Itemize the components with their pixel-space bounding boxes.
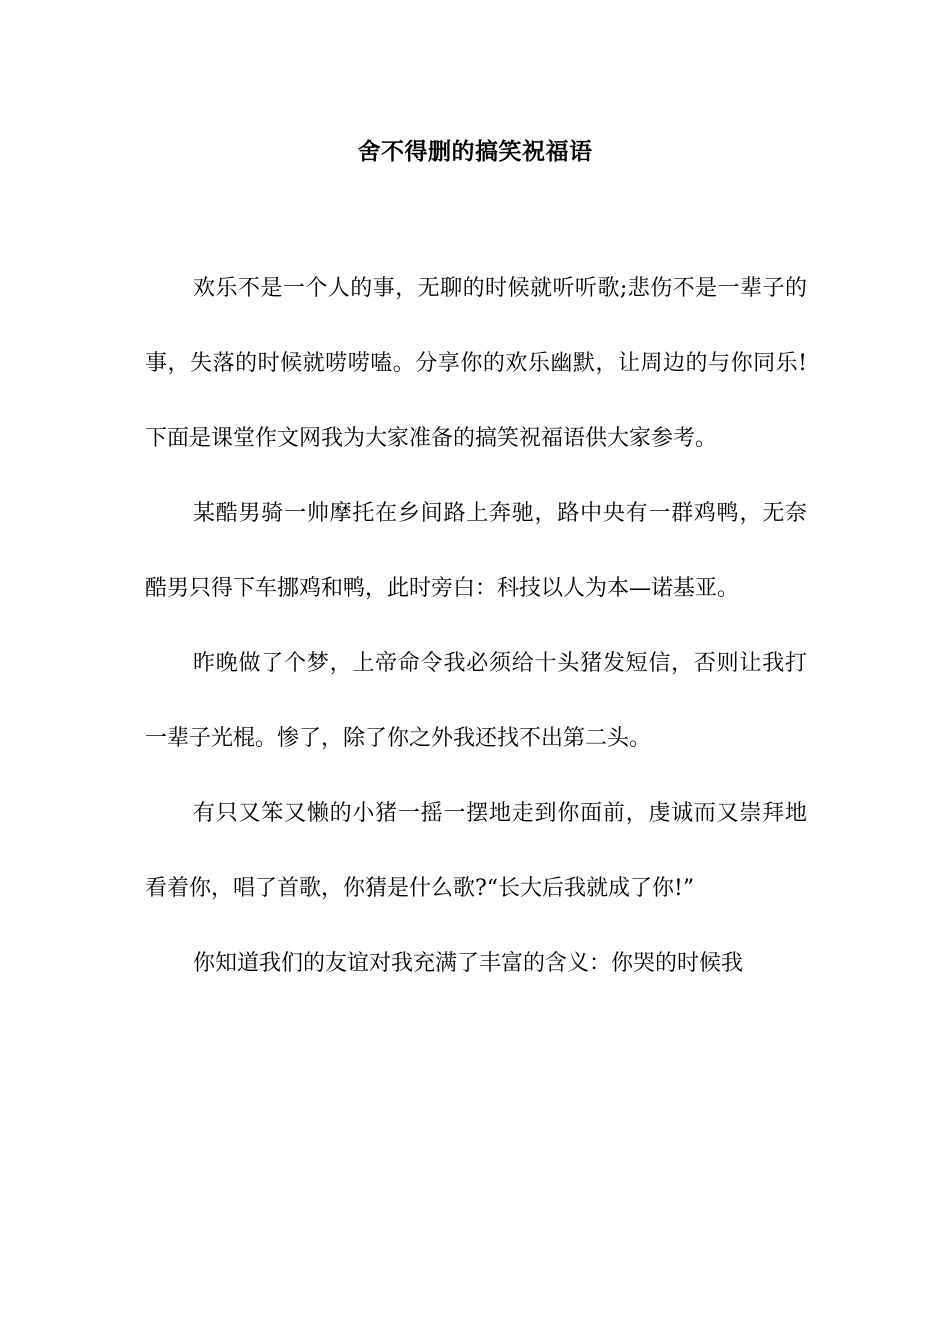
- paragraph-intro: 欢乐不是一个人的事，无聊的时候就听听歌;悲伤不是一辈子的事，失落的时候就唠唠嗑。分享你的欢乐幽默，让周边的与你同乐!下面是课堂作文网我为大家准备的搞笑祝福语供大家参考。: [145, 276, 807, 451]
- paragraph-joke-motorcycle: 某酷男骑一帅摩托在乡间路上奔驰，路中央有一群鸡鸭，无奈酷男只得下车挪鸡和鸭，此时旁白：科技以人为本—诺基亚。: [145, 501, 807, 601]
- document-body: [145, 251, 807, 1001]
- paragraph-friendship: 你知道我们的友谊对我充满了丰富的含义：你哭的时候我: [193, 951, 744, 976]
- paragraph-joke-piglet: 有只又笨又懒的小猪一摇一摆地走到你面前，虔诚而又崇拜地看着你，唱了首歌，你猜是什么歌?“长大后我就成了你!”: [145, 801, 807, 901]
- paragraph-joke-dream: 昨晚做了个梦，上帝命令我必须给十头猪发短信，否则让我打一辈子光棍。惨了，除了你之外我还找不出第二头。: [145, 651, 807, 751]
- document-title: 舍不得删的搞笑祝福语: [357, 138, 593, 165]
